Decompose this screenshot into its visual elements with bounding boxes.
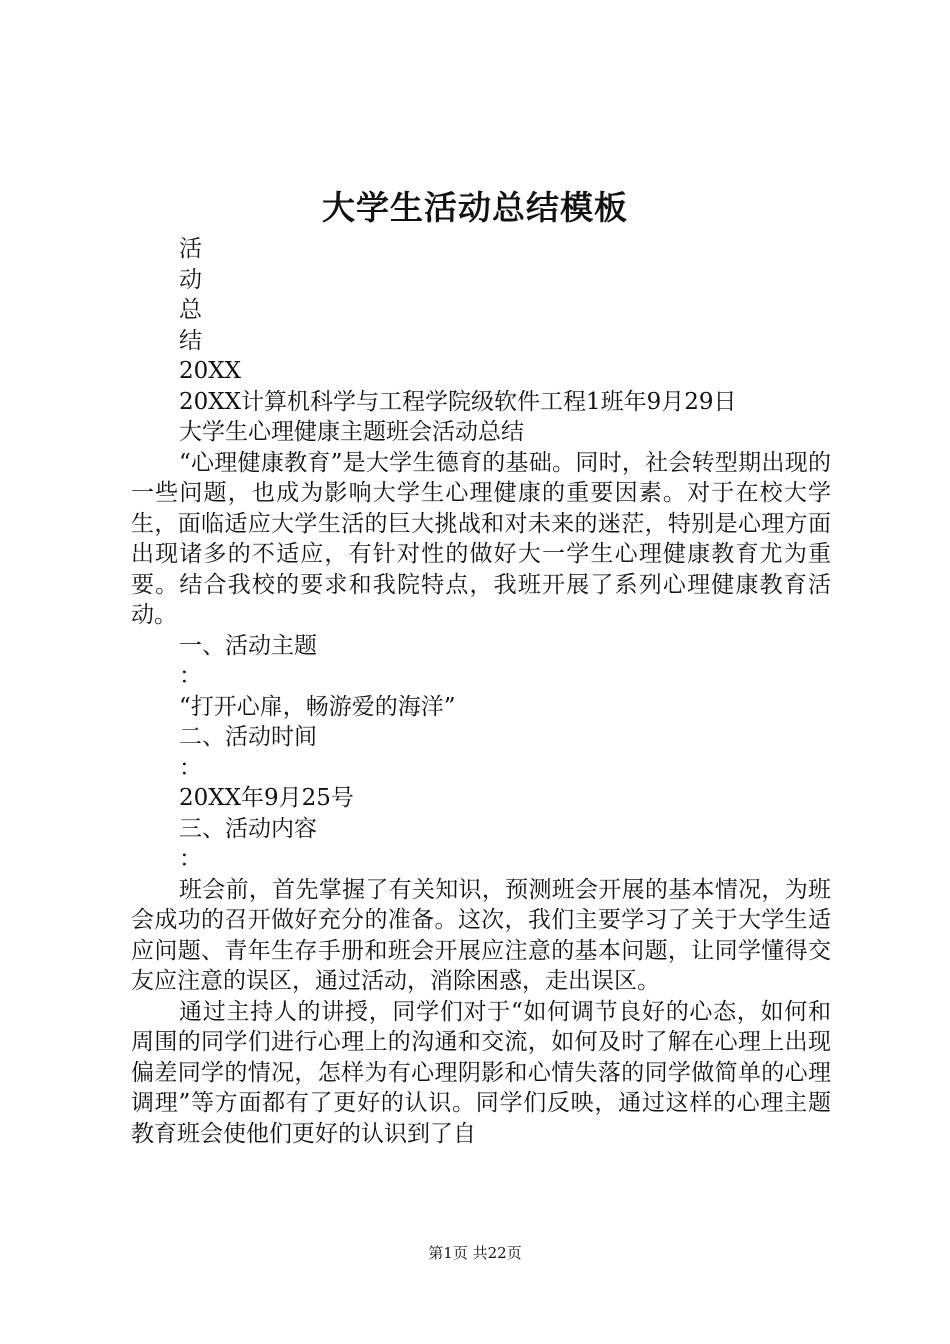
- class-date-line: 20XX计算机科学与工程学院级软件工程1班年9月29日: [179, 388, 737, 415]
- document-body: [131, 234, 831, 1149]
- vertical-char-2: 动: [179, 266, 202, 293]
- vertical-char-4: 结: [179, 327, 202, 354]
- vertical-char-1: 活: [179, 236, 202, 262]
- section-colon-theme: ：: [179, 663, 202, 689]
- section-heading-content: 三、活动内容: [179, 815, 317, 842]
- section-heading-time: 二、活动时间: [179, 724, 317, 750]
- year-line: 20XX: [179, 358, 242, 384]
- subtitle-line: 大学生心理健康主题班会活动总结: [179, 419, 524, 445]
- section-colon-content: ：: [179, 846, 202, 872]
- intro-paragraph: “心理健康教育”是大学生德育的基础。同时，社会转型期出现的一些问题，也成为影响大学生心理健康的重要因素。对于在校大学生，面临适应大学生活的巨大挑战和对未来的迷茫，特别是心理方面出现诸多的不适应，有针对性的做好大一学生心理健康教育尤为重要。结合我校的要求和我院特点，我班开展了系列心理健康教育活动。: [131, 449, 831, 628]
- vertical-char-3: 总: [179, 297, 202, 323]
- section-value-time: 20XX年9月25号: [179, 785, 354, 811]
- section-colon-time: ：: [179, 754, 202, 781]
- document-title: 大学生活动总结模板: [322, 188, 628, 227]
- content-paragraph-2: 通过主持人的讲授，同学们对于“如何调节良好的心态，如何和周围的同学们进行心理上的沟通和交流，如何及时了解在心理上出现偏差同学的情况，怎样为有心理阴影和心情失落的同学做简单的心理调理”等方面都有了更好的认识。同学们反映，通过这样的心理主题教育班会使他们更好的认识到了自: [131, 998, 831, 1147]
- section-heading-theme: 一、活动主题: [179, 632, 317, 659]
- section-value-theme: “打开心扉，畅游爱的海洋”: [179, 693, 456, 720]
- page-footer: 第1页 共22页: [428, 1244, 522, 1262]
- content-paragraph-1: 班会前，首先掌握了有关知识，预测班会开展的基本情况，为班会成功的召开做好充分的准备。这次，我们主要学习了关于大学生适应问题、青年生存手册和班会开展应注意的基本问题，让同学懂得交友应注意的误区，通过活动，消除困惑，走出误区。: [131, 876, 831, 994]
